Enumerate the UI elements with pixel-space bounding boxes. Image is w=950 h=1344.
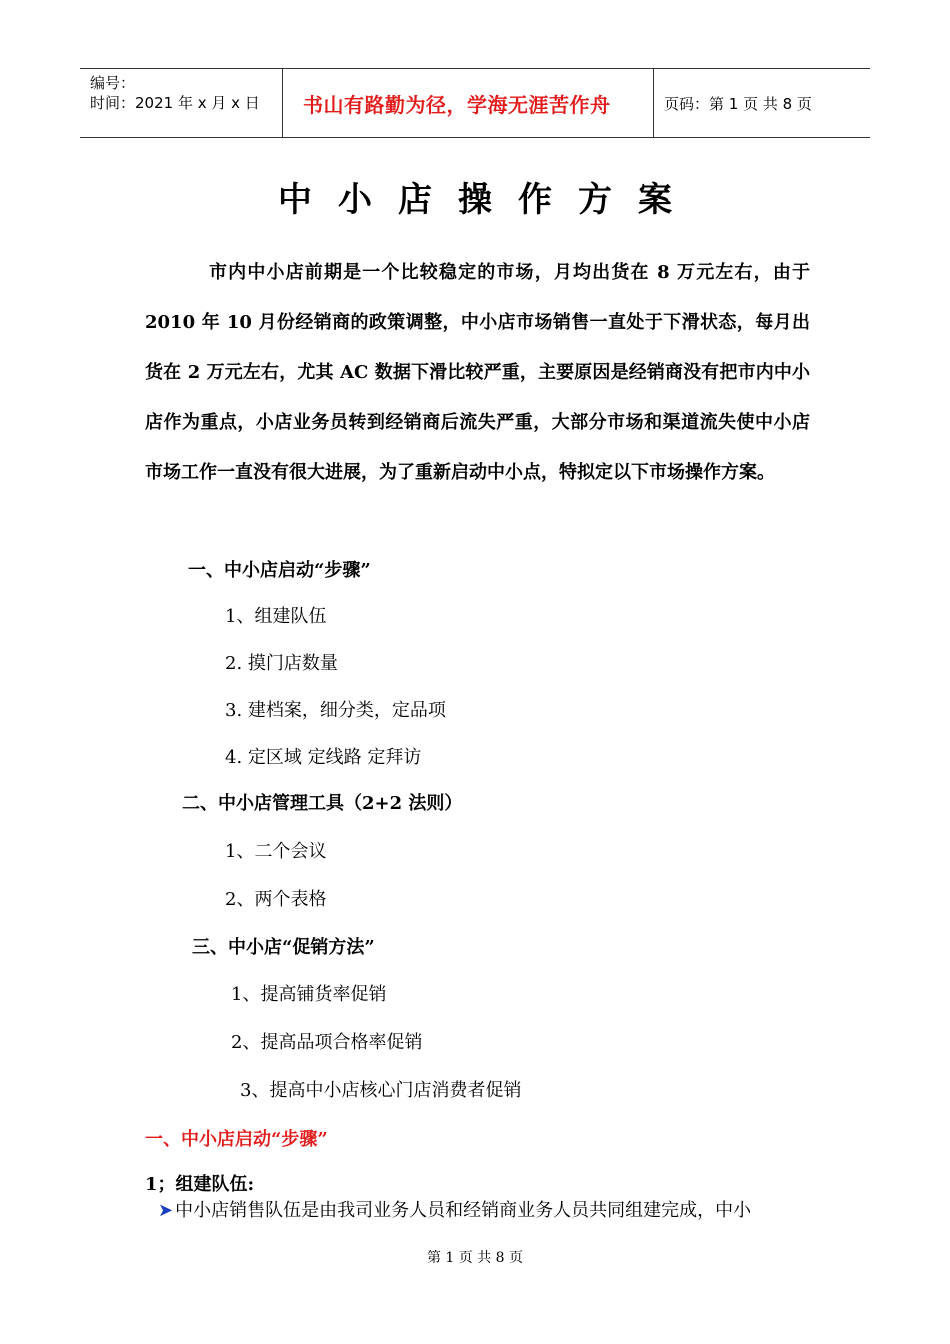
section-heading: 一、中小店启动“步骤” [145,1129,328,1150]
bullet-text: 中小店销售队伍是由我司业务人员和经销商业务人员共同组建完成，中小 [175,1200,752,1221]
page-info: 页码：第 1 页 共 8 页 [664,94,812,113]
bullet-line [158,1196,751,1222]
subsection-heading: 1；组建队伍: [145,1174,255,1195]
outline-item: 3. 建档案，细分类，定品项 [225,700,446,721]
time-label: 时间：2021 年 x 月 x 日 [90,94,260,112]
outline-item: 2. 摸门店数量 [225,653,338,674]
outline-item: 2、两个表格 [225,889,327,910]
outline-item: 4. 定区域 定线路 定拜访 [225,747,422,768]
outline-item: 3、提高中小店核心门店消费者促销 [240,1080,522,1101]
document-title: 中小店操作方案 [278,180,698,220]
outline-item: 1、组建队伍 [225,606,327,627]
code-label: 编号： [90,74,136,92]
outline-item: 1、提高铺货率促销 [231,984,387,1005]
header-meta [80,69,282,137]
page-header [80,68,870,138]
outline-heading-3: 三、中小店“促销方法” [192,937,375,958]
outline-heading-2: 二、中小店管理工具（2+2 法则） [182,793,463,814]
header-motto-cell [282,69,654,137]
outline-item: 2、提高品项合格率促销 [231,1032,423,1053]
motto: 书山有路勤为径，学海无涯苦作舟 [303,92,611,117]
arrow-bullet-icon: ➤ [158,1200,174,1221]
outline-heading-1: 一、中小店启动“步骤” [188,560,371,581]
page-footer: 第 1 页 共 8 页 [426,1250,524,1266]
intro-text: 市内中小店前期是一个比较稳定的市场，月均出货在 8 万元左右，由于 2010 年 10 月份经销商的政策调整，中小店市场销售一直处于下滑状态，每月出货在 2 万元左右，尤其 AC 数据下滑比较严重，主要原因是经销商没有把市内中小店作为重点，小店业务员转到经销商后流失严重，大部分市场和渠道流失使中小店市场工作一直没有很大进展，为了重新启动中小点，特拟定以下市场操作方案。 [145,262,810,483]
outline-item: 1、二个会议 [225,841,327,862]
intro-paragraph [145,248,810,498]
